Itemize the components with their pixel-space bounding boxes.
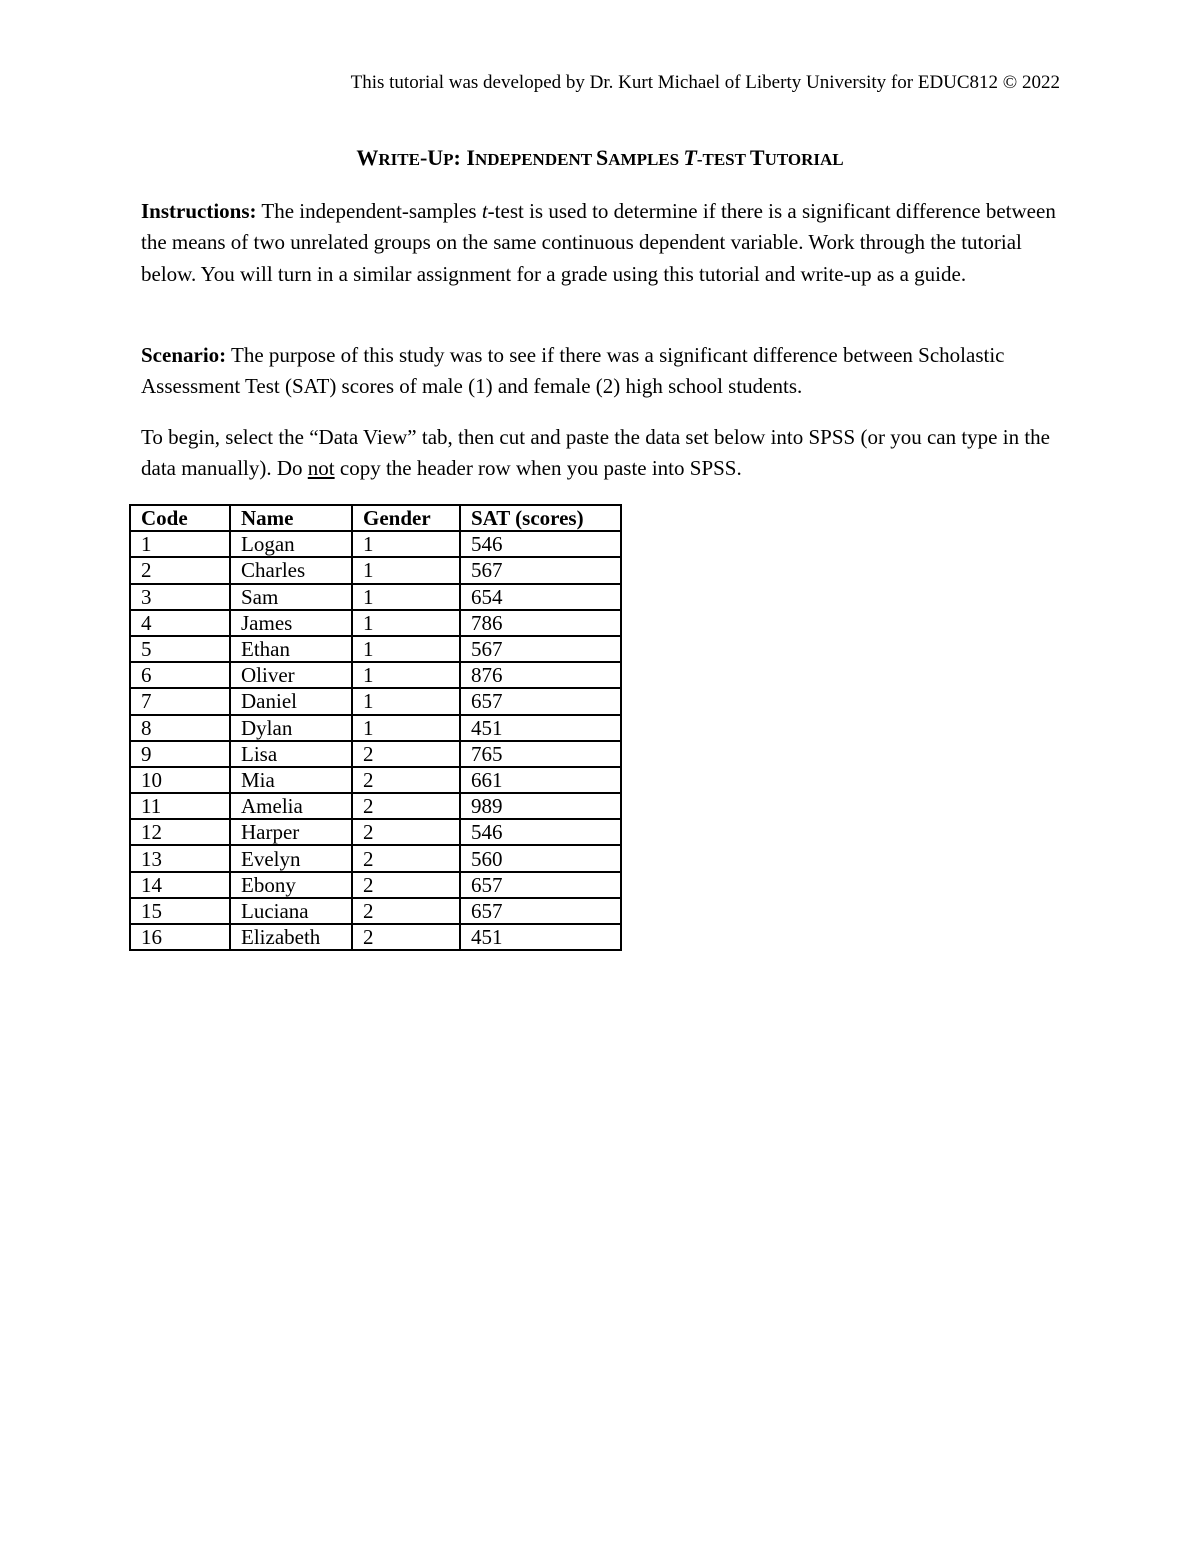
cell-sat: 989: [460, 793, 621, 819]
cell-sat: 661: [460, 767, 621, 793]
title-cap: S: [596, 145, 609, 170]
title-smallcaps: UTORIAL: [764, 150, 844, 169]
cell-name: Sam: [230, 584, 352, 610]
header-sat: SAT (scores): [460, 505, 621, 531]
table-row: [130, 688, 621, 714]
begin-not-underlined: not: [307, 456, 335, 481]
table-row: [130, 741, 621, 767]
cell-gender: 1: [352, 531, 460, 557]
table-row: [130, 584, 621, 610]
table-row: [130, 793, 621, 819]
header-name: Name: [230, 505, 352, 531]
cell-name: Oliver: [230, 662, 352, 688]
cell-gender: 2: [352, 793, 460, 819]
title-smallcaps: P: [443, 150, 454, 169]
cell-gender: 2: [352, 767, 460, 793]
cell-sat: 567: [460, 557, 621, 583]
begin-text: copy the header row when you paste into SPSS.: [334, 456, 742, 481]
cell-code: 8: [130, 715, 230, 741]
cell-name: Charles: [230, 557, 352, 583]
cell-code: 14: [130, 872, 230, 898]
cell-sat: 876: [460, 662, 621, 688]
header-code: Code: [130, 505, 230, 531]
cell-sat: 546: [460, 819, 621, 845]
cell-code: 3: [130, 584, 230, 610]
cell-sat: 654: [460, 584, 621, 610]
cell-code: 15: [130, 898, 230, 924]
cell-sat: 657: [460, 688, 621, 714]
cell-name: Elizabeth: [230, 924, 352, 950]
cell-code: 1: [130, 531, 230, 557]
cell-gender: 2: [352, 924, 460, 950]
scenario-text: The purpose of this study was to see if there was a significant difference between Scholastic Assessment Test (SAT) scores of male (1) and female (2) high school students.: [141, 343, 1005, 399]
cell-gender: 2: [352, 819, 460, 845]
title-smallcaps: AMPLES: [608, 150, 684, 169]
cell-code: 9: [130, 741, 230, 767]
cell-sat: 546: [460, 531, 621, 557]
cell-name: Evelyn: [230, 845, 352, 871]
cell-sat: 657: [460, 898, 621, 924]
table-row: [130, 715, 621, 741]
cell-gender: 1: [352, 610, 460, 636]
cell-sat: 567: [460, 636, 621, 662]
cell-code: 10: [130, 767, 230, 793]
cell-code: 4: [130, 610, 230, 636]
cell-gender: 2: [352, 898, 460, 924]
table-row: [130, 872, 621, 898]
cell-name: Lisa: [230, 741, 352, 767]
cell-gender: 2: [352, 741, 460, 767]
cell-name: Dylan: [230, 715, 352, 741]
title-cap-italic: T: [683, 145, 697, 170]
begin-text: To begin, select the “Data View” tab, then cut and paste the data set below into SPSS (or you can type in the data manually). Do: [141, 425, 1050, 481]
cell-name: Ethan: [230, 636, 352, 662]
title-smallcaps: -TEST: [696, 150, 750, 169]
cell-gender: 2: [352, 845, 460, 871]
cell-code: 11: [130, 793, 230, 819]
header-gender: Gender: [352, 505, 460, 531]
table-row: [130, 898, 621, 924]
instructions-paragraph: [141, 196, 1071, 290]
cell-sat: 451: [460, 924, 621, 950]
table-row: [130, 662, 621, 688]
table-header-row: [130, 505, 621, 531]
cell-code: 7: [130, 688, 230, 714]
cell-gender: 1: [352, 662, 460, 688]
cell-gender: 1: [352, 584, 460, 610]
cell-gender: 1: [352, 715, 460, 741]
cell-name: Luciana: [230, 898, 352, 924]
begin-paragraph: [141, 422, 1071, 485]
table-row: [130, 531, 621, 557]
cell-code: 16: [130, 924, 230, 950]
header-note: This tutorial was developed by Dr. Kurt Michael of Liberty University for EDUC812 © 2022: [350, 72, 1060, 93]
data-table: [129, 504, 622, 951]
instructions-label: Instructions:: [141, 199, 257, 223]
table-row: [130, 557, 621, 583]
cell-name: Mia: [230, 767, 352, 793]
table-row: [130, 636, 621, 662]
cell-gender: 1: [352, 557, 460, 583]
cell-gender: 1: [352, 636, 460, 662]
scenario-label: Scenario:: [141, 343, 227, 367]
instructions-text: -test is used to determine if there is a significant difference between the means of two unrelated groups on the same continuous dependent variable. Work through the tutorial below. You will turn in a similar assignment for a grade using this tutorial and write-up as a guide.: [141, 199, 1056, 286]
page-title: [0, 143, 1200, 175]
cell-sat: 765: [460, 741, 621, 767]
cell-code: 6: [130, 662, 230, 688]
table-row: [130, 819, 621, 845]
title-cap: I: [466, 145, 475, 170]
cell-code: 12: [130, 819, 230, 845]
title-smallcaps: NDEPENDENT: [474, 150, 597, 169]
table-row: [130, 767, 621, 793]
title-colon: :: [453, 145, 467, 170]
cell-name: Ebony: [230, 872, 352, 898]
title-cap: W: [356, 145, 379, 170]
cell-code: 13: [130, 845, 230, 871]
cell-code: 5: [130, 636, 230, 662]
cell-name: Amelia: [230, 793, 352, 819]
title-smallcaps: RITE: [378, 150, 420, 169]
cell-gender: 2: [352, 872, 460, 898]
cell-name: Logan: [230, 531, 352, 557]
cell-sat: 786: [460, 610, 621, 636]
table-row: [130, 610, 621, 636]
cell-gender: 1: [352, 688, 460, 714]
table-row: [130, 845, 621, 871]
title-cap: U: [427, 145, 444, 170]
instructions-t-italic: t: [481, 199, 488, 223]
table-row: [130, 924, 621, 950]
title-dash: -: [419, 145, 428, 170]
cell-name: Harper: [230, 819, 352, 845]
cell-name: Daniel: [230, 688, 352, 714]
cell-sat: 451: [460, 715, 621, 741]
title-cap: T: [749, 145, 765, 170]
cell-name: James: [230, 610, 352, 636]
instructions-text: The independent-samples: [256, 199, 482, 223]
cell-sat: 560: [460, 845, 621, 871]
cell-code: 2: [130, 557, 230, 583]
scenario-paragraph: [141, 340, 1071, 403]
cell-sat: 657: [460, 872, 621, 898]
